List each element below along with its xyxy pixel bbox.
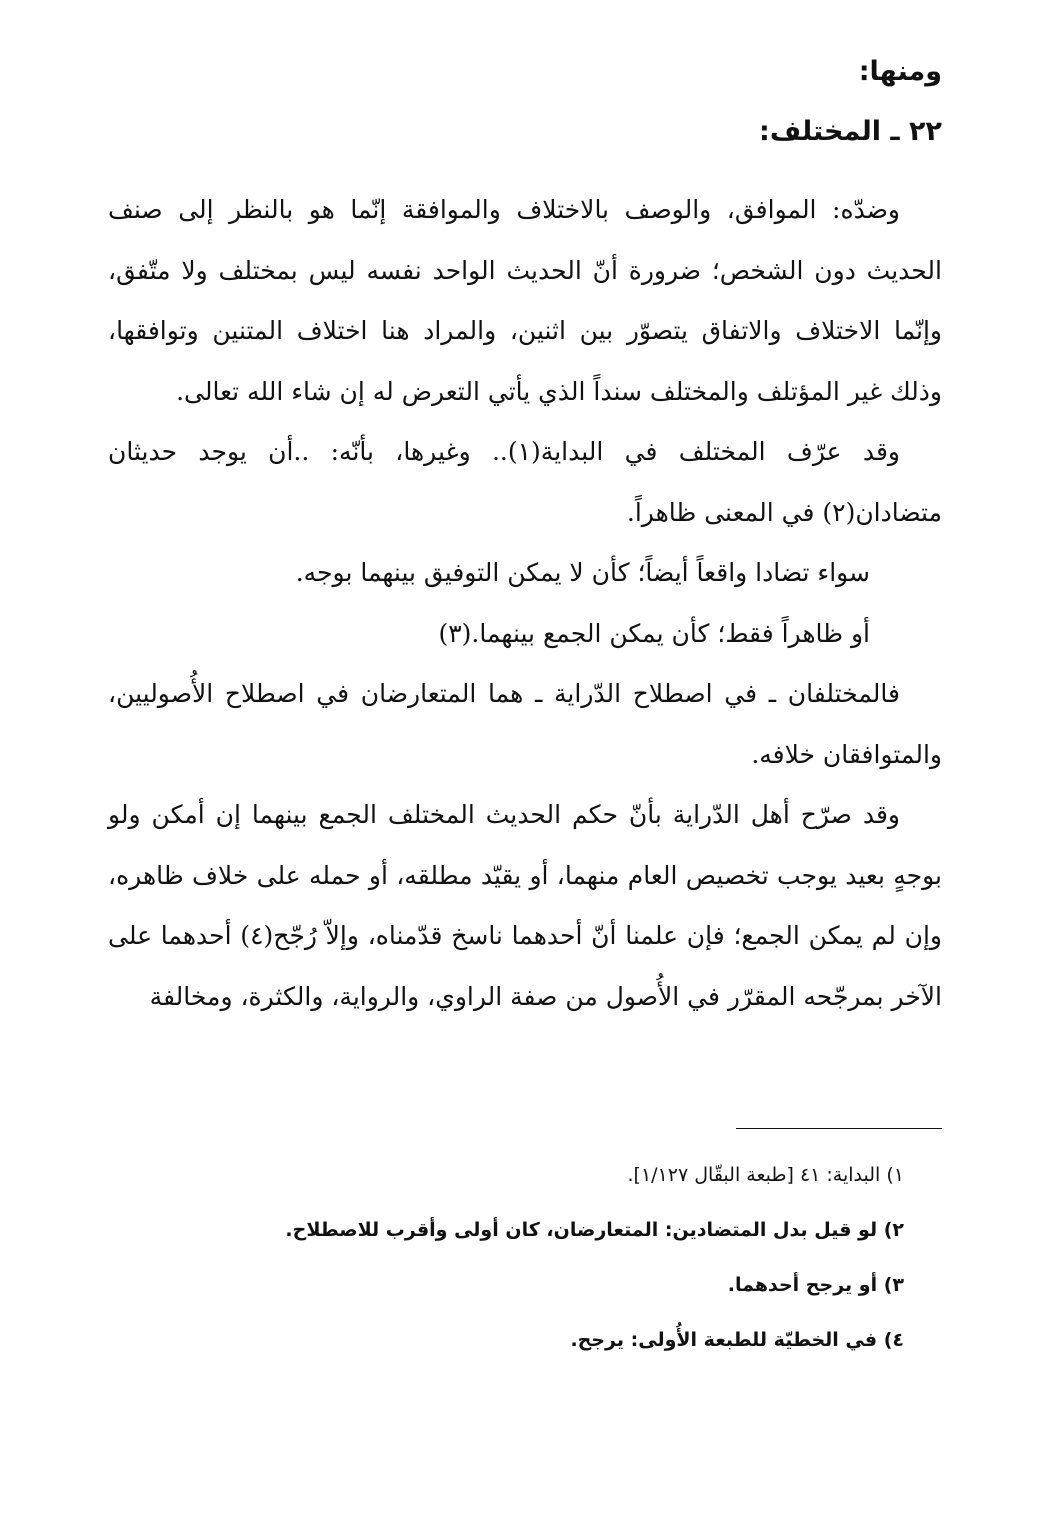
footnote: ١) البداية: ٤١ [طبعة البقّال ١/١٢٧]. xyxy=(627,1164,904,1186)
footnote: ٣) أو يرجح أحدهما. xyxy=(727,1274,904,1296)
footnote: ٤) في الخطيّة للطبعة الأُولى: يرجح. xyxy=(570,1329,904,1351)
paragraph: فالمختلفان ـ في اصطلاح الدّراية ـ هما المتعارضان في اصطلاح الأُصوليين، والمتوافقان خلافه. xyxy=(108,679,942,769)
heading: ومنها: xyxy=(858,56,942,87)
footnote: ٢) لو قيل بدل المتضادين: المتعارضان، كان أولى وأقرب للاصطلاح. xyxy=(285,1219,904,1241)
footnotes xyxy=(184,1148,904,1368)
paragraph: سواء تضادا واقعاً أيضاً؛ كأن لا يمكن التوفيق بينهما بوجه. xyxy=(295,558,870,587)
footnote-divider xyxy=(736,1128,942,1129)
body-text xyxy=(108,180,942,1027)
paragraph: وضدّه: الموافق، والوصف بالاختلاف والموافقة إنّما هو بالنظر إلى صنف الحديث دون الشخص؛ ضرورة أنّ الحديث الواحد نفسه ليس بمختلف ولا متّفق، وإنّما الاختلاف والاتفاق يتصوّر بين اثنين، والمراد هنا اختلاف المتنين وتوافقها، وذلك غير المؤتلف والمختلف سنداً الذي يأتي التعرض له إن شاء الله تعالى. xyxy=(108,195,942,406)
paragraph: أو ظاهراً فقط؛ كأن يمكن الجمع بينهما.(٣) xyxy=(438,618,870,648)
paragraph: وقد عرّف المختلف في البداية(١).. وغيرها، بأنّه: ..أن يوجد حديثان متضادان(٢) في المعنى ظاهراً. xyxy=(108,437,942,527)
section-title: ٢٢ ـ المختلف: xyxy=(759,116,942,147)
paragraph: وقد صرّح أهل الدّراية بأنّ حكم الحديث المختلف الجمع بينهما إن أمكن ولو بوجهٍ بعيد يوجب تخصيص العام منهما، أو يقيّد مطلقه، أو حمله على خلاف ظاهره، وإن لم يمكن الجمع؛ فإن علمنا أنّ أحدهما ناسخ قدّمناه، وإلاّ رُجّح(٤) أحدهما على الآخر بمرجّحه المقرّر في الأُصول من صفة الراوي، والرواية، والكثرة، ومخالفة xyxy=(108,800,942,1011)
